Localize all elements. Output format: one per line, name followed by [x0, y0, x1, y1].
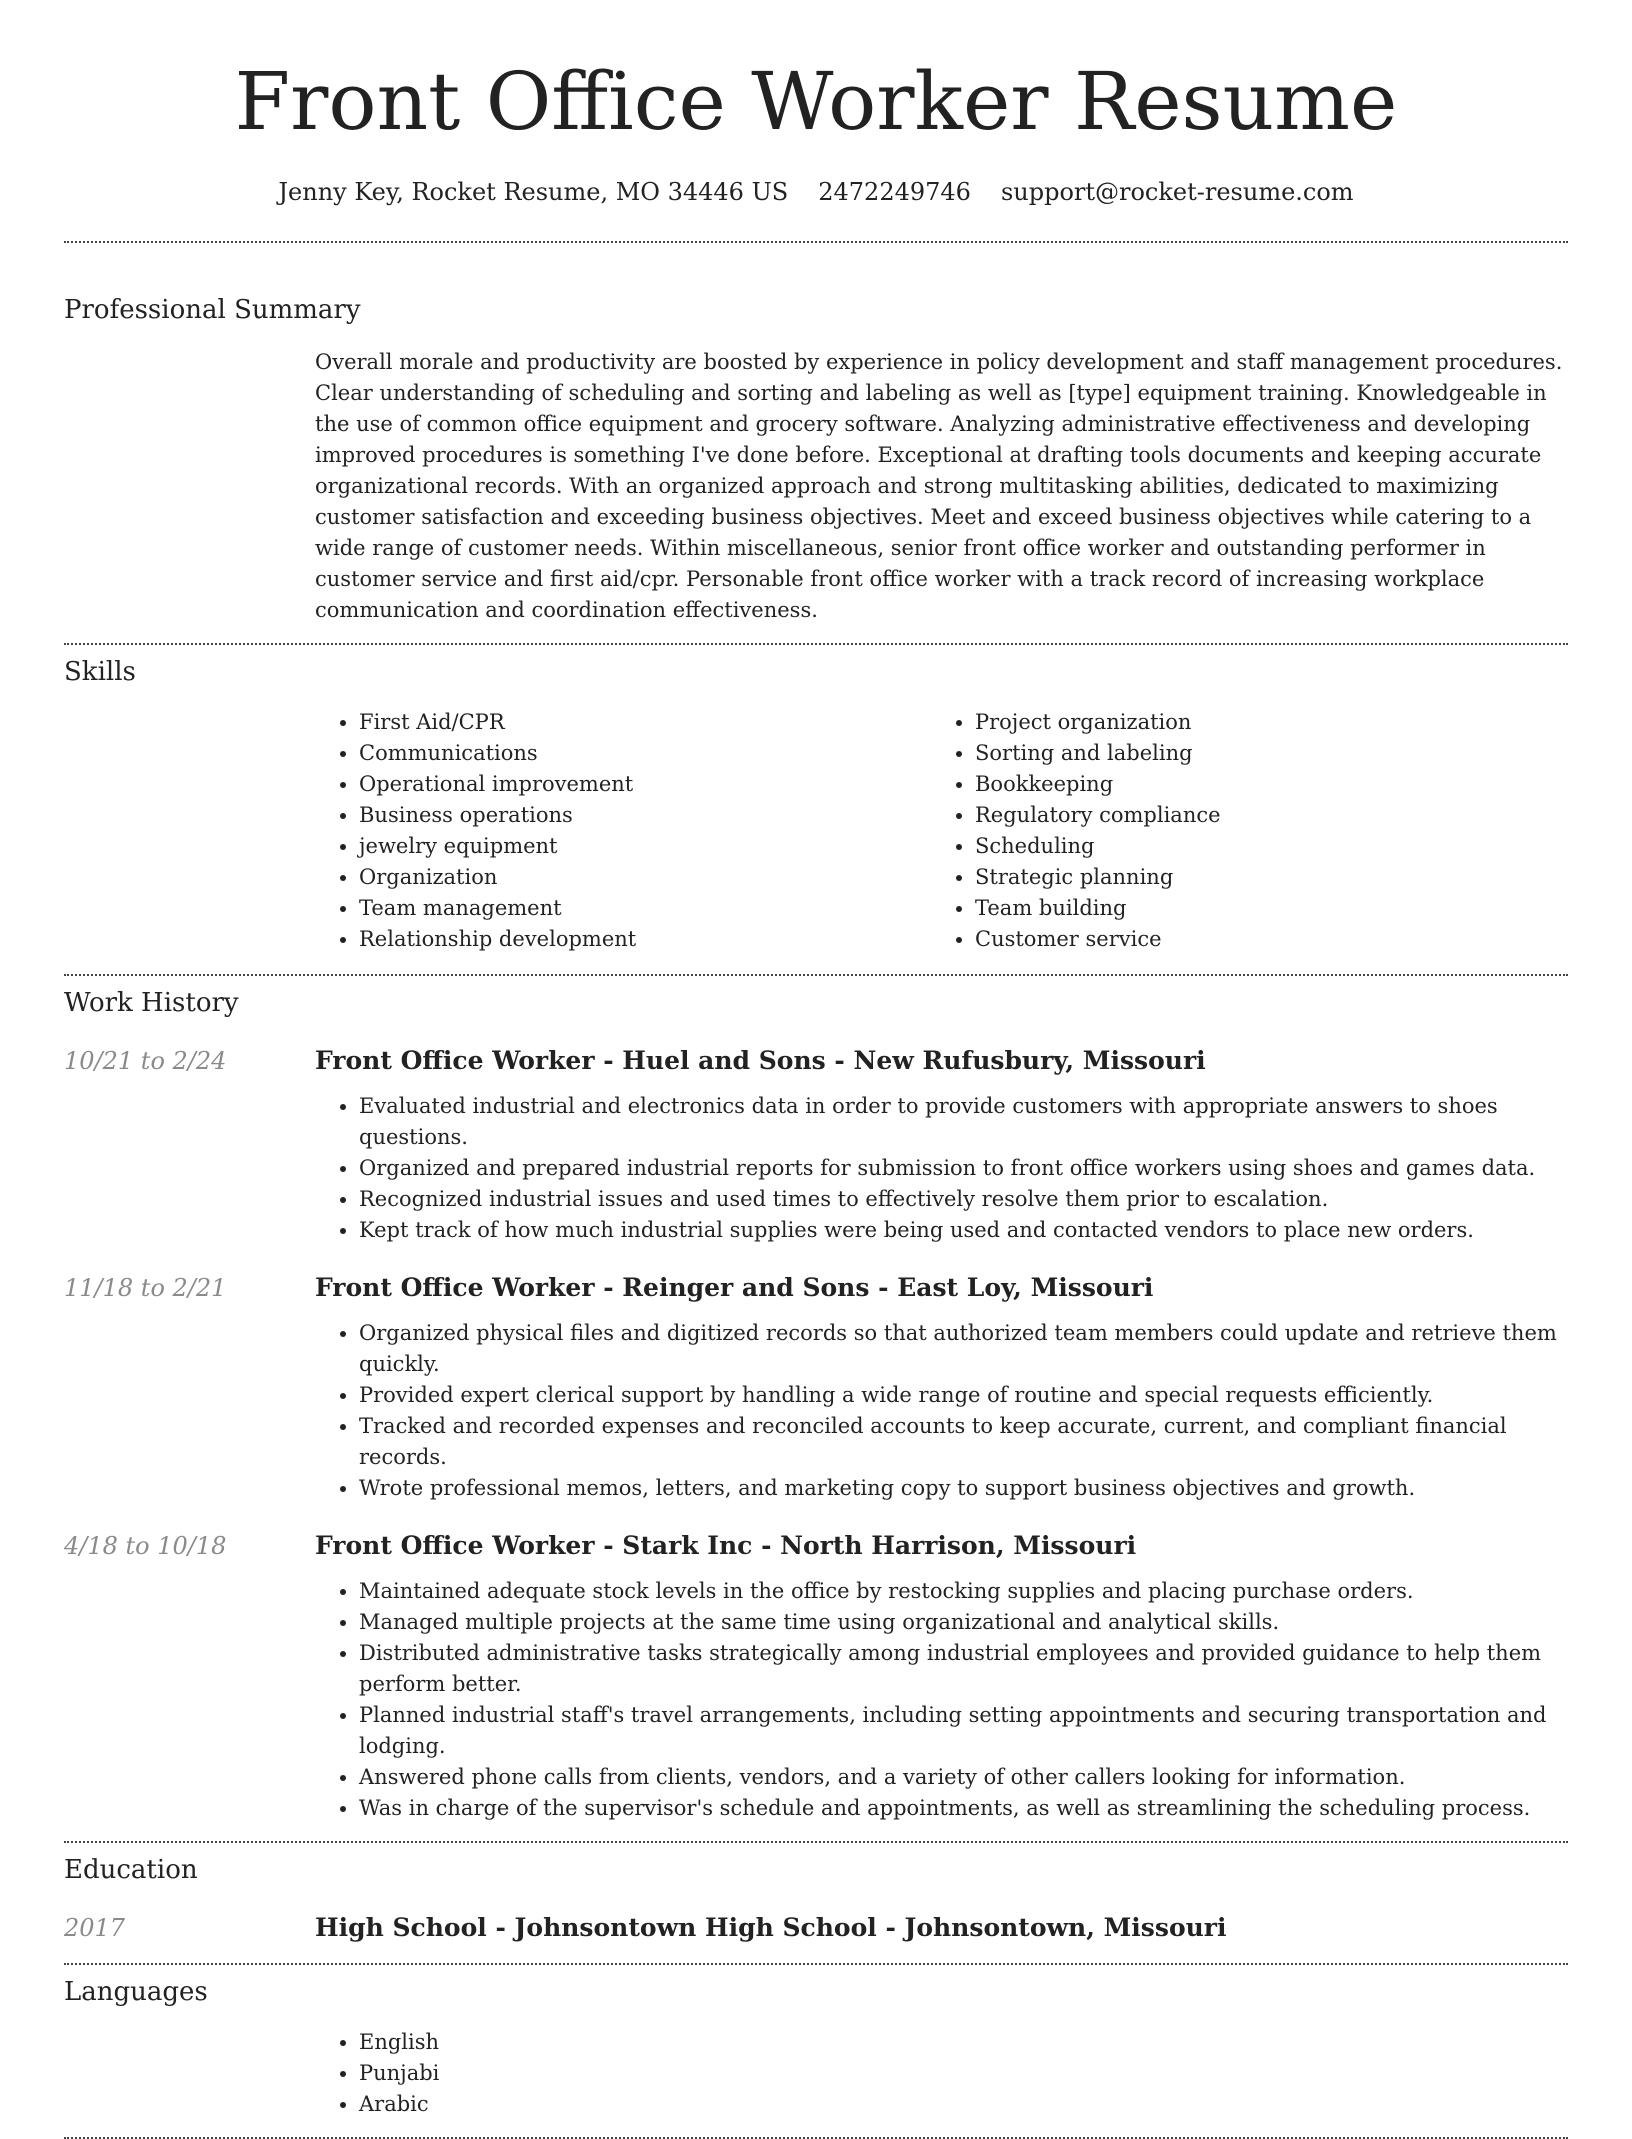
job-bullet: • Maintained adequate stock levels in the office by restocking supplies and placing purchase orders.: [359, 1576, 1568, 1607]
summary-text: Overall morale and productivity are boosted by experience in policy development and staff management procedures. Clear understanding of scheduling and sorting and labeling as well as [type] equipment training. Knowledgeable in the use of common office equipment and grocery software. Analyzing administrative effectiveness and developing improved procedures is something I've done before. Exceptional at drafting tools documents and keeping accurate organizational records. With an organized approach and strong multitasking abilities, dedicated to maximizing customer satisfaction and exceeding business objectives. Meet and exceed business objectives while catering to a wide range of customer needs. Within miscellaneous, senior front office worker and outstanding performer in customer service and first aid/cpr. Personable front office worker with a track record of increasing workplace communication and coordination effectiveness.: [315, 350, 1563, 622]
skill-item: • Team management: [359, 893, 931, 924]
job-title: Front Office Worker - Stark Inc - North Harrison, Missouri: [315, 1531, 1137, 1560]
job-entry: [64, 1528, 1568, 1824]
languages-heading: Languages: [64, 1977, 208, 2007]
languages-list: [315, 2027, 1568, 2120]
job-bullet: • Planned industrial staff's travel arrangements, including setting appointments and securing transportation and lodging.: [359, 1700, 1568, 1762]
skills-heading: Skills: [64, 657, 136, 687]
skill-item: • Communications: [359, 738, 931, 769]
job-bullet: • Organized and prepared industrial reports for submission to front office workers using shoes and games data.: [359, 1153, 1568, 1184]
skill-item: • Regulatory compliance: [975, 800, 1547, 831]
skill-item: • Sorting and labeling: [975, 738, 1547, 769]
language-item: • Arabic: [359, 2089, 1568, 2120]
job-title: Front Office Worker - Reinger and Sons - East Loy, Missouri: [315, 1273, 1154, 1302]
skill-item: • Organization: [359, 862, 931, 893]
contact-phone: 2472249746: [818, 178, 971, 206]
skills-section: [64, 645, 1568, 955]
skill-item: • Strategic planning: [975, 862, 1547, 893]
job-dates: 11/18 to 2/21: [64, 1274, 227, 1302]
job-bullet: • Distributed administrative tasks strategically among industrial employees and provided guidance to help them perform better.: [359, 1638, 1568, 1700]
contact-email: support@rocket-resume.com: [1000, 178, 1354, 206]
job-title: Front Office Worker - Huel and Sons - New Rufusbury, Missouri: [315, 1046, 1206, 1075]
skill-item: • Bookkeeping: [975, 769, 1547, 800]
job-dates: 4/18 to 10/18: [64, 1532, 227, 1560]
education-title: High School - Johnsontown High School - Johnsontown, Missouri: [315, 1913, 1227, 1942]
education-year: 2017: [64, 1914, 126, 1942]
language-item: • Punjabi: [359, 2058, 1568, 2089]
skill-item: • jewelry equipment: [359, 831, 931, 862]
job-bullet: • Evaluated industrial and electronics data in order to provide customers with appropriate answers to shoes questions.: [359, 1091, 1568, 1153]
job-bullet: • Answered phone calls from clients, vendors, and a variety of other callers looking for information.: [359, 1762, 1568, 1793]
skill-item: • Project organization: [975, 707, 1547, 738]
job-bullet: • Managed multiple projects at the same time using organizational and analytical skills.: [359, 1607, 1568, 1638]
summary-section: [64, 243, 1568, 626]
skill-item: • Team building: [975, 893, 1547, 924]
job-dates: 10/21 to 2/24: [64, 1047, 227, 1075]
skills-list-right: [931, 707, 1547, 955]
job-bullets: [315, 1091, 1568, 1246]
skill-item: • Relationship development: [359, 924, 931, 955]
job-entry: [64, 1270, 1568, 1504]
skill-item: • Customer service: [975, 924, 1547, 955]
languages-section: [64, 1965, 1568, 2120]
job-bullet: • Was in charge of the supervisor's schedule and appointments, as well as streamlining the scheduling process.: [359, 1793, 1568, 1824]
language-item: • English: [359, 2027, 1568, 2058]
skill-item: • Operational improvement: [359, 769, 931, 800]
skill-item: • Scheduling: [975, 831, 1547, 862]
contact-address: Jenny Key, Rocket Resume, MO 34446 US: [278, 178, 789, 206]
work-history-heading: Work History: [64, 988, 239, 1018]
job-bullets: [315, 1576, 1568, 1824]
job-bullet: • Wrote professional memos, letters, and marketing copy to support business objectives and growth.: [359, 1473, 1568, 1504]
skills-list-left: [315, 707, 931, 955]
work-history-section: [64, 976, 1568, 1824]
contact-line: [64, 174, 1568, 210]
education-section: [64, 1843, 1568, 1946]
job-bullet: • Kept track of how much industrial supplies were being used and contacted vendors to place new orders.: [359, 1215, 1568, 1246]
job-bullet: • Recognized industrial issues and used times to effectively resolve them prior to escalation.: [359, 1184, 1568, 1215]
skill-item: • First Aid/CPR: [359, 707, 931, 738]
summary-heading: Professional Summary: [64, 295, 361, 325]
job-entry: [64, 1043, 1568, 1246]
education-heading: Education: [64, 1855, 198, 1885]
job-bullets: [315, 1318, 1568, 1504]
skill-item: • Business operations: [359, 800, 931, 831]
job-bullet: • Tracked and recorded expenses and reconciled accounts to keep accurate, current, and compliant financial records.: [359, 1411, 1568, 1473]
job-bullet: • Provided expert clerical support by handling a wide range of routine and special requests efficiently.: [359, 1380, 1568, 1411]
job-bullet: • Organized physical files and digitized records so that authorized team members could update and retrieve them quickly.: [359, 1318, 1568, 1380]
resume-title: Front Office Worker Resume: [234, 55, 1398, 148]
